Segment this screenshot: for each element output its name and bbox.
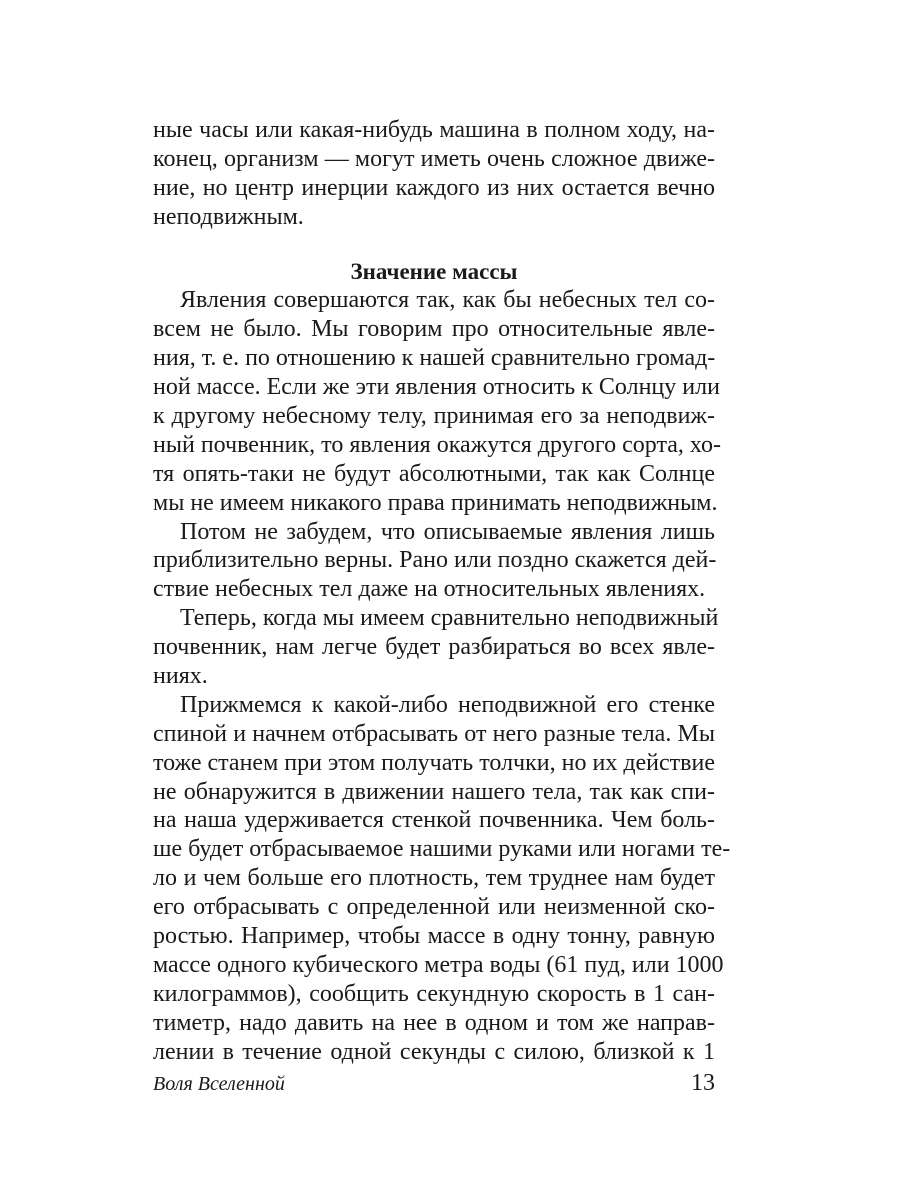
section-body <box>153 286 731 1066</box>
text-line: тиметр, надо давить на нее в одном и том же направ- <box>153 1009 715 1036</box>
text-line: килограммов), сообщить секундную скорость в 1 сан- <box>153 980 715 1007</box>
intro-paragraph <box>153 116 715 232</box>
text-line: тоже станем при этом получать толчки, но их действие <box>153 749 715 776</box>
text-line: конец, организм — могут иметь очень сложное движе- <box>153 145 715 172</box>
text-line: почвенник, нам легче будет разбираться во всех явле- <box>153 634 715 661</box>
text-line: ше будет отбрасываемое нашими руками или ногами те- <box>153 836 731 863</box>
text-line: тя опять-таки не будут абсолютными, так как Солнце <box>153 460 715 487</box>
text-line: ниях. <box>153 663 208 690</box>
text-line: Теперь, когда мы имеем сравнительно неподвижный <box>180 605 719 632</box>
page-footer <box>153 1070 715 1097</box>
text-line: массе одного кубического метра воды (61 пуд, или 1000 <box>153 951 724 978</box>
text-line: Явления совершаются так, как бы небесных тел со- <box>180 287 715 314</box>
page-number: 13 <box>691 1070 715 1096</box>
text-line: ло и чем больше его плотность, тем труднее нам будет <box>153 865 715 892</box>
running-title: Воля Вселенной <box>153 1073 285 1095</box>
text-line: ной массе. Если же эти явления относить к Солнцу или <box>153 374 720 401</box>
text-line: всем не было. Мы говорим про относительные явле- <box>153 316 715 343</box>
page-body <box>153 116 731 1067</box>
text-line: ние, но центр инерции каждого из них остается вечно <box>153 174 715 201</box>
text-line: его отбрасывать с определенной или неизменной ско- <box>153 894 715 921</box>
section-heading: Значение массы <box>350 258 518 284</box>
text-line: приблизительно верны. Рано или поздно скажется дей- <box>153 547 717 574</box>
text-line: неподвижным. <box>153 203 304 230</box>
paragraph <box>153 286 721 517</box>
text-line: не обнаружится в движении нашего тела, так как спи- <box>153 778 715 805</box>
text-line: спиной и начнем отбрасывать от него разные тела. Мы <box>153 720 715 747</box>
text-line: ствие небесных тел даже на относительных явлениях. <box>153 576 706 603</box>
text-line: к другому небесному телу, принимая его за неподвиж- <box>153 403 715 430</box>
text-line: ния, т. е. по отношению к нашей сравнительно громад- <box>153 345 716 372</box>
text-line: лении в течение одной секунды с силою, близкой к 1 <box>153 1038 715 1065</box>
paragraph <box>153 518 715 605</box>
text-line: мы не имеем никакого права принимать неподвижным. <box>153 489 718 516</box>
paragraph <box>153 691 731 1067</box>
text-line: Потом не забудем, что описываемые явления лишь <box>180 518 715 545</box>
text-line: на наша удерживается стенкой почвенника. Чем боль- <box>153 807 715 834</box>
text-line: ростью. Например, чтобы массе в одну тонну, равную <box>153 923 715 950</box>
paragraph <box>153 604 719 691</box>
text-line: ный почвенник, то явления окажутся другого сорта, хо- <box>153 431 721 458</box>
text-line: Прижмемся к какой-либо неподвижной его стенке <box>180 691 715 718</box>
text-line: ные часы или какая-нибудь машина в полном ходу, на- <box>153 117 715 143</box>
